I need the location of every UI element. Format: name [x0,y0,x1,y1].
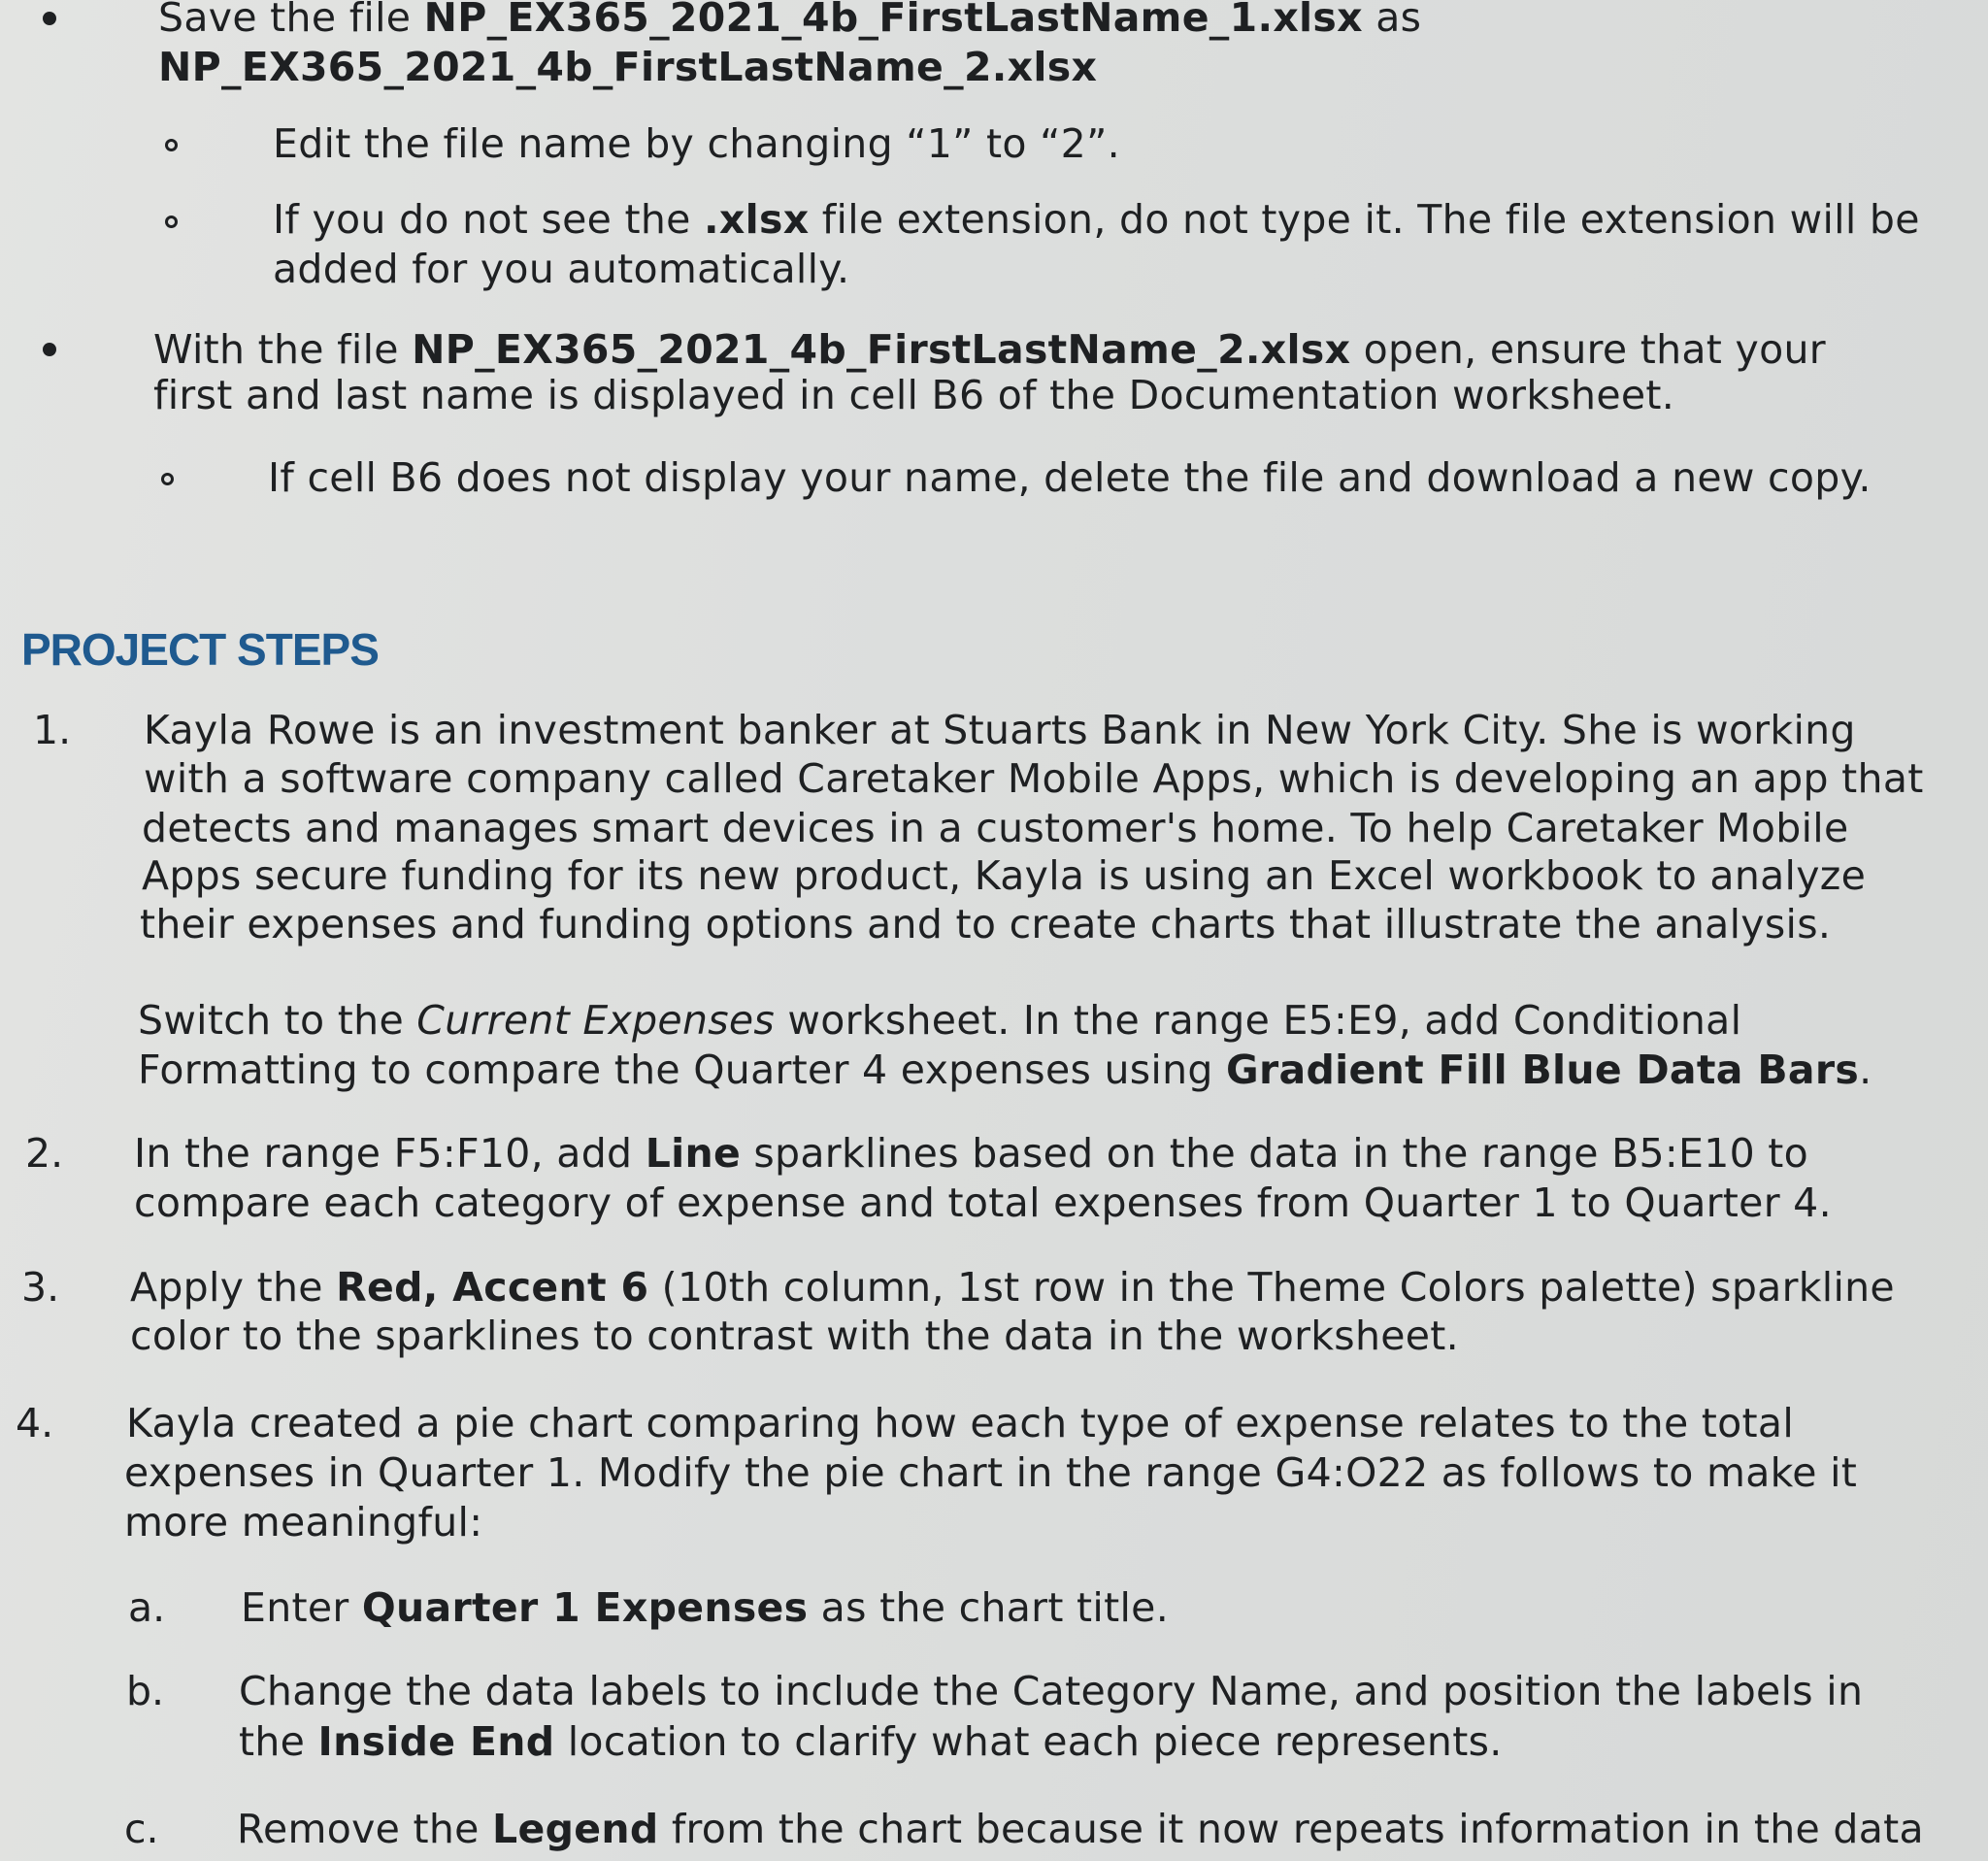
step-number: 1. [33,707,72,753]
step1-line: with a software company called Caretaker Mobile Apps, which is developing an app that [144,755,1924,802]
bullet-icon [43,12,56,25]
step3-line1: Apply the Red, Accent 6 (10th column, 1st row in the Theme Colors palette) sparkline [130,1264,1895,1311]
extension-instruction-line1: If you do not see the .xlsx file extension, do not type it. The file extension will be [273,196,1920,243]
step3-line2: color to the sparklines to contrast with the data in the worksheet. [130,1313,1459,1359]
save-instruction-line2: NP_EX365_2021_4b_FirstLastName_2.xlsx [158,44,1098,90]
step1-line: Apps secure funding for its new product, Kayla is using an Excel workbook to analyze [142,852,1867,899]
step4-line: Kayla created a pie chart comparing how each type of expense relates to the total [126,1400,1795,1446]
step2-line2: compare each category of expense and total expenses from Quarter 1 to Quarter 4. [134,1180,1832,1226]
extension-instruction-line2: added for you automatically. [273,246,850,292]
bullet-icon [43,343,56,356]
step-number: 4. [16,1400,54,1446]
step2-line1: In the range F5:F10, add Line sparklines based on the data in the range B5:E10 to [134,1130,1809,1177]
sub-bullet-icon [165,216,178,228]
edit-filename-instruction: Edit the file name by changing “1” to “2”. [273,120,1120,167]
step1-line: detects and manages smart devices in a customer's home. To help Caretaker Mobile [142,805,1849,851]
substep-letter: a. [128,1584,166,1631]
substep-letter: c. [124,1806,159,1852]
save-instruction-line1: Save the file NP_EX365_2021_4b_FirstLastName_1.xlsx as [158,0,1422,41]
step1-switch-line2: Formatting to compare the Quarter 4 expenses using Gradient Fill Blue Data Bars. [138,1047,1872,1093]
sub-bullet-icon [165,139,178,151]
step-number: 2. [25,1130,64,1177]
step4b-line2: the Inside End location to clarify what each piece represents. [239,1718,1503,1765]
step1-switch-line1: Switch to the Current Expenses worksheet. In the range E5:E9, add Conditional [138,997,1742,1044]
open-file-instruction-line2: first and last name is displayed in cell B6 of the Documentation worksheet. [153,372,1675,418]
open-file-instruction-line1: With the file NP_EX365_2021_4b_FirstLastName_2.xlsx open, ensure that your [153,326,1826,373]
step1-line: Kayla Rowe is an investment banker at Stuarts Bank in New York City. She is working [144,707,1856,753]
cell-b6-instruction: If cell B6 does not display your name, delete the file and download a new copy. [268,454,1872,501]
step-number: 3. [21,1264,60,1311]
step4c-line: Remove the Legend from the chart because it now repeats information in the data [237,1806,1924,1852]
step4a-line: Enter Quarter 1 Expenses as the chart title. [241,1584,1170,1631]
project-steps-heading: PROJECT STEPS [21,624,379,675]
sub-bullet-icon [161,473,174,485]
step1-line: their expenses and funding options and to create charts that illustrate the analysis. [140,901,1832,947]
step4-line: expenses in Quarter 1. Modify the pie chart in the range G4:O22 as follows to make it [124,1449,1858,1496]
substep-letter: b. [126,1668,165,1714]
step4-line: more meaningful: [124,1499,483,1545]
step4b-line1: Change the data labels to include the Category Name, and position the labels in [239,1668,1864,1714]
